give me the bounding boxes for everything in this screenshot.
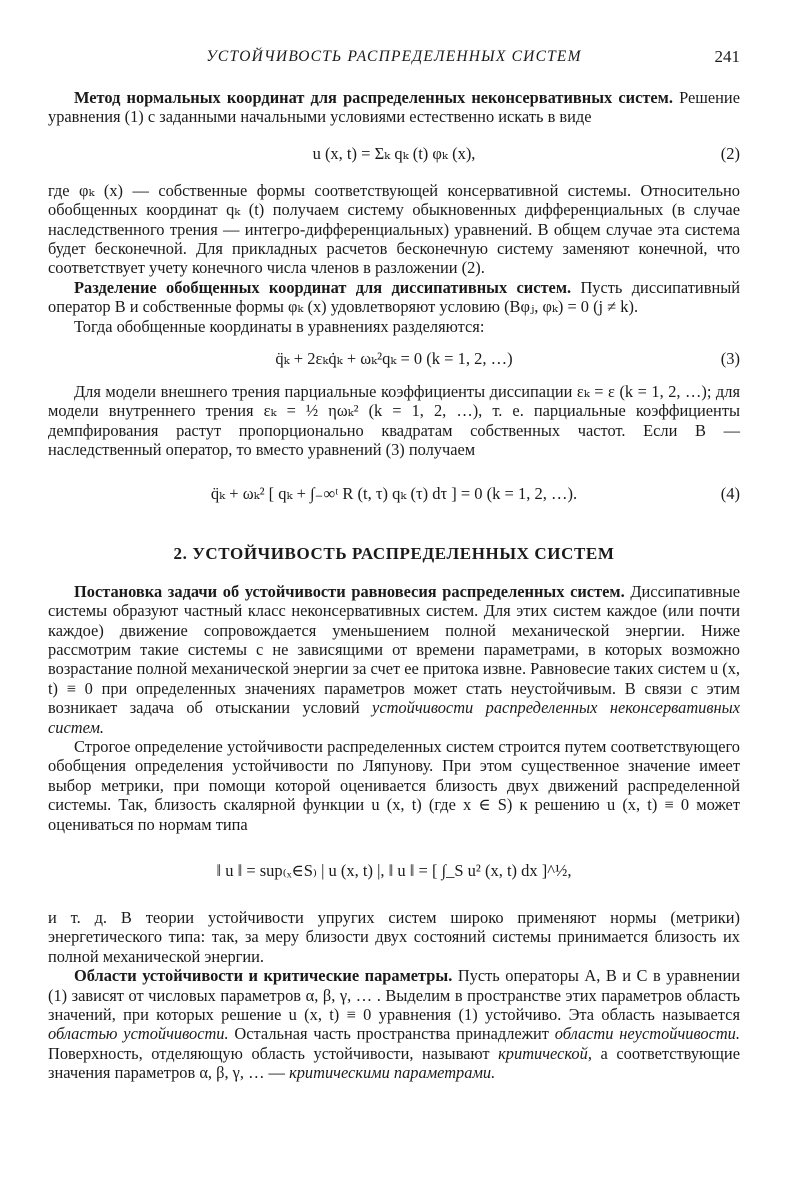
- heading-separation: Разделение обобщенных координат для диссипативных систем.: [74, 277, 572, 297]
- paragraph-energy-norms: и т. д. В теории устойчивости упругих систем широко применяют нормы (метрики) энергетического типа: так, за меру близости двух состояний системы принимается близость их полной механической энергии.: [48, 907, 740, 966]
- paragraph-then: Тогда обобщенные координаты в уравнениях разделяются:: [74, 316, 485, 336]
- paragraph-text: Пусть операторы A, B и C в уравнении (1) зависят от числовых параметров α, β, γ, … . Выделим в пространстве этих параметров область значений, при которых решение u (x, t) ≡ 0 уравнения (1) устойчиво. Эта область называется: [48, 966, 740, 1024]
- equation-number: (2): [720, 143, 740, 163]
- paragraph-text: Диссипативные системы образуют частный класс неконсервативных систем. Для этих систем каждое (или почти каждое) движение сопровождается уменьшением полной механической энергии. Ниже рассмотрим такие системы с не зависящими от времени параметрами, в которых возможно возрастание полной механической энергии за счет ее притока извне. Равновесие таких систем u (x, t) ≡ 0 при определенных значениях параметров может стать неустойчивым. В связи с этим возникает задача об отыскании условий: [48, 581, 740, 718]
- equation-4: [48, 466, 740, 522]
- paragraph-text: Остальная часть пространства принадлежит: [234, 1024, 549, 1044]
- section-title: 2. УСТОЙЧИВОСТЬ РАСПРЕДЕЛЕННЫХ СИСТЕМ: [173, 543, 615, 563]
- paragraph-separation: [48, 278, 740, 317]
- paragraph-stability-regions: [48, 966, 740, 1082]
- italic-term: критическими параметрами.: [289, 1063, 496, 1083]
- equation-formula: u (x, t) = Σₖ qₖ (t) φₖ (x),: [312, 143, 476, 163]
- paragraph-problem-statement: [48, 582, 740, 737]
- equation-3: [48, 342, 740, 376]
- heading-normal-coordinates: Метод нормальных координат для распределенных неконсервативных систем.: [74, 88, 673, 107]
- heading-problem-statement: Постановка задачи об устойчивости равновесия распределенных систем.: [74, 581, 625, 601]
- heading-stability-regions: Области устойчивости и критические параметры.: [74, 966, 453, 986]
- page: [48, 44, 740, 1083]
- italic-term: критической,: [498, 1043, 592, 1063]
- italic-term: устойчивости распределенных неконсервативных систем.: [48, 698, 741, 737]
- equation-2: [48, 133, 740, 175]
- paragraph-text: Решение уравнения (1) с заданными начальными условиями естественно искать в виде: [48, 88, 740, 127]
- equation-number: (3): [720, 349, 740, 369]
- paragraph-normal-coordinates: [48, 88, 740, 127]
- italic-term: областью устойчивости.: [48, 1024, 229, 1044]
- running-title: УСТОЙЧИВОСТЬ РАСПРЕДЕЛЕННЫХ СИСТЕМ: [206, 48, 582, 65]
- equation-formula: q̈ₖ + ωₖ² [ qₖ + ∫₋∞ᵗ R (t, τ) qₖ (τ) dτ ] = 0 (k = 1, 2, …).: [210, 483, 578, 503]
- paragraph-text: а соответствующие значения параметров α, β, γ, … —: [48, 1043, 740, 1083]
- paragraph-text: Пусть диссипативный оператор B и собственные формы φₖ (x) удовлетворяют условию (Bφⱼ, φₖ) = 0 (j ≠ k).: [48, 277, 740, 317]
- running-header: [48, 44, 740, 70]
- equation-formula: q̈ₖ + 2εₖq̇ₖ + ωₖ²qₖ = 0 (k = 1, 2, …): [275, 349, 513, 369]
- paragraph-strict-definition: Строгое определение устойчивости распределенных систем строится путем соответствующего обобщения определения устойчивости по Ляпунову. При этом существенное значение имеет выбор метрики, при помощи которой оценивается близость двух движений распределенной системы. Так, близость скалярной функции u (x, t) (где x ∈ S) к решению u (x, t) ≡ 0 может оцениваться по нормам типа: [48, 736, 740, 834]
- paragraph-friction-models: Для модели внешнего трения парциальные коэффициенты диссипации εₖ = ε (k = 1, 2, …); для модели внутреннего трения εₖ = ½ ηωₖ² (k = 1, 2, …), т. е. парциальные коэффициенты демпфирования растут пропорционально квадратам собственных частот. Если B — наследственный оператор, то вместо уравнений (3) получаем: [48, 382, 740, 460]
- italic-term: области неустойчивости.: [554, 1024, 740, 1044]
- paragraph-text: Поверхность, отделяющую область устойчивости, называют: [48, 1043, 490, 1063]
- paragraph-eigenforms: где φₖ (x) — собственные формы соответствующей консервативной системы. Относительно обобщенных координат qₖ (t) получаем систему обыкновенных дифференциальных (в случае наследственного трения — интегро-дифференциальных) уравнений. В общем случае эта система будет бесконечной. Для прикладных расчетов бесконечную систему заменяют конечной, что соответствует учету конечного числа членов в разложении (2).: [48, 180, 740, 278]
- equation-formula: ‖ u ‖ = sup₍ₓ∈S₎ | u (x, t) |, ‖ u ‖ = [ ∫_S u² (x, t) dx ]^½,: [216, 860, 572, 880]
- equation-number: (4): [720, 483, 740, 503]
- page-number: 241: [714, 47, 740, 66]
- equation-norms: [48, 840, 740, 902]
